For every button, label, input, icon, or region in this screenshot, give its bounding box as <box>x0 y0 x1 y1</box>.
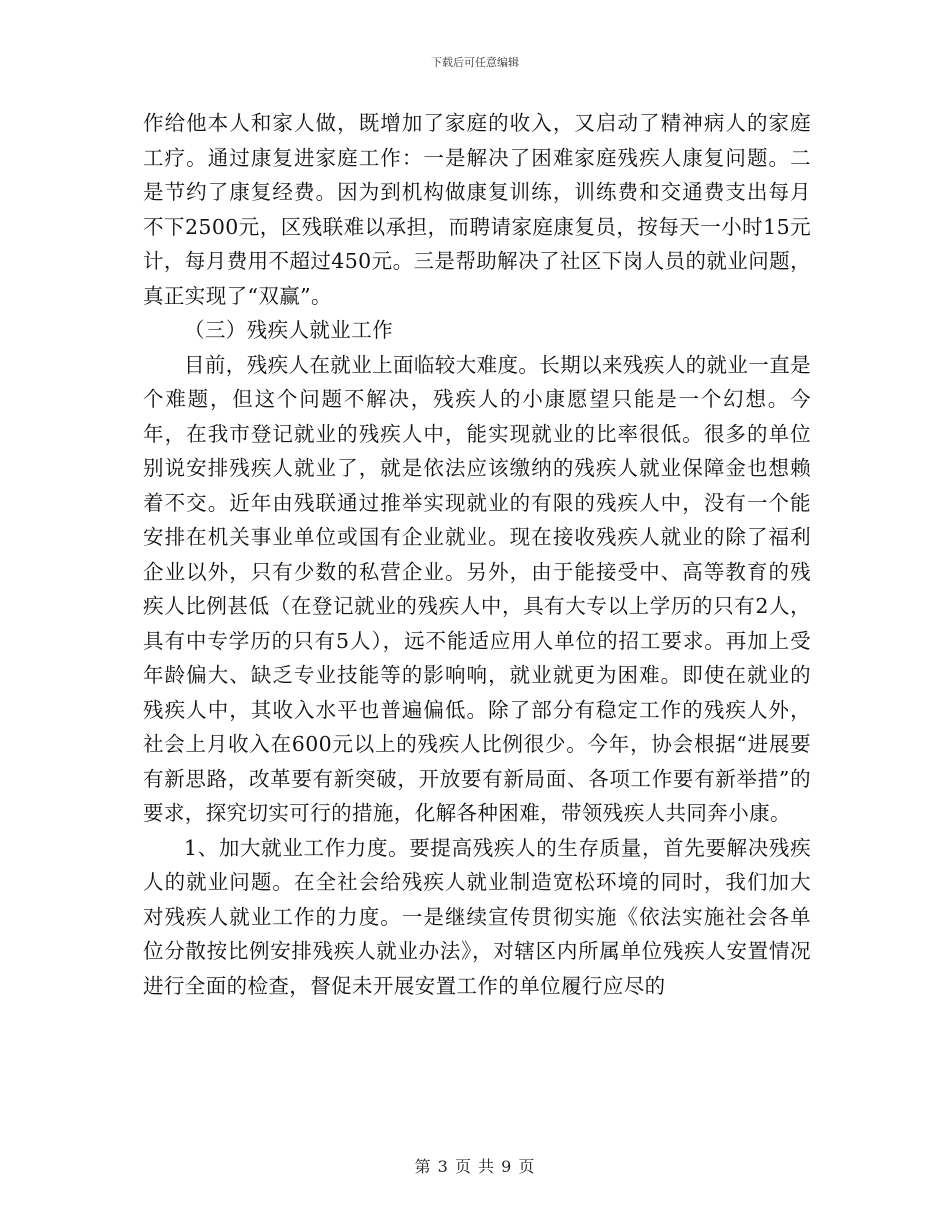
page-number: 第 3 页 共 9 页 <box>414 1157 536 1176</box>
document-body <box>143 106 811 1003</box>
paragraph-item-1: 1、加大就业工作力度。要提高残疾人的生存质量，首先要解决残疾人的就业问题。在全社会给残疾人就业制造宽松环境的同时，我们加大对残疾人就业工作的力度。一是继续宣传贯彻实施《依法实施社会各单位分散按比例安排残疾人就业办法》，对辖区内所属单位残疾人安置情况进行全面的检查，督促未开展安置工作的单位履行应尽的 <box>143 835 811 998</box>
section-heading: （三）残疾人就业工作 <box>184 318 393 342</box>
paragraph-employment: 目前，残疾人在就业上面临较大难度。长期以来残疾人的就业一直是个难题，但这个问题不解决，残疾人的小康愿望只能是一个幻想。今年，在我市登记就业的残疾人中，能实现就业的比率很低。很多的单位别说安排残疾人就业了，就是依法应该缴纳的残疾人就业保障金也想赖着不交。近年由残联通过推举实现就业的有限的残疾人中，没有一个能安排在机关事业单位或国有企业就业。现在接收残疾人就业的除了福利企业以外，只有少数的私营企业。另外，由于能接受中、高等教育的残疾人比例甚低（在登记就业的残疾人中，具有大专以上学历的只有2人，具有中专学历的只有5人），远不能适应用人单位的招工要求。再加上受年龄偏大、缺乏专业技能等的影响响，就业就更为困难。即使在就业的残疾人中，其收入水平也普遍偏低。除了部分有稳定工作的残疾人外，社会上月收入在600元以上的残疾人比例很少。今年，协会根据“进展要有新思路，改革要有新突破，开放要有新局面、各项工作要有新举措”的要求，探究切实可行的措施，化解各种困难，带领残疾人共同奔小康。 <box>143 352 811 825</box>
download-note: 下载后可任意编辑 <box>431 56 519 69</box>
paragraph-continued: 作给他本人和家人做，既增加了家庭的收入，又启动了精神病人的家庭工疗。通过康复进家庭工作：一是解决了困难家庭残疾人康复问题。二是节约了康复经费。因为到机构做康复训练，训练费和交通费支出每月不下2500元，区残联难以承担，而聘请家庭康复员，按每天一小时15元计，每月费用不超过450元。三是帮助解决了社区下岗人员的就业问题，真正实现了“双赢”。 <box>143 111 811 308</box>
